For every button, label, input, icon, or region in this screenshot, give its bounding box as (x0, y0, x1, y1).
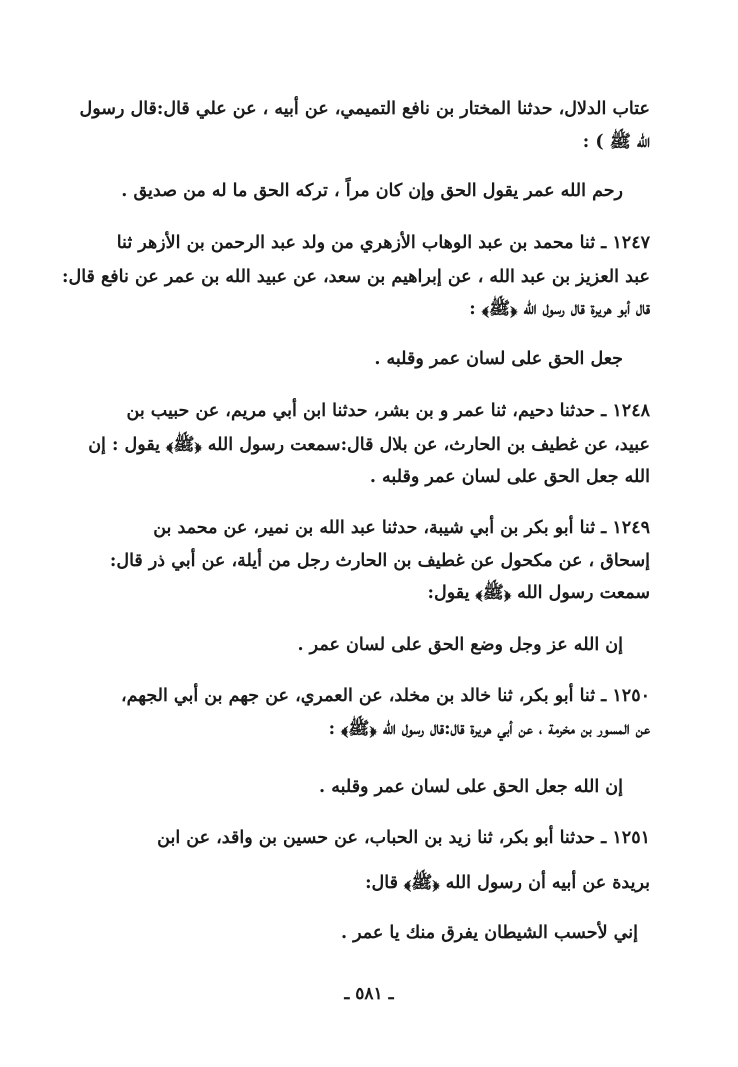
hadith-chain-line: ١٢٤٧ ـ ثنا محمد بن عبد الوهاب الأزهري من ولد عبد الرحمن بن الأزهر ثنا (116, 233, 650, 253)
hadith-text: إن الله عز وجل وضع الحق على لسان عمر . (297, 635, 623, 655)
text-line: عتاب الدلال، حدثنا المختار بن نافع التميمي، عن أبيه ، عن علي قال:قال رسول (79, 99, 650, 119)
hadith-text: إني لأحسب الشيطان يفرق منك يا عمر . (340, 923, 638, 943)
hadith-text: جعل الحق على لسان عمر وقلبه . (374, 349, 623, 369)
hadith-chain-line: ١٢٤٨ ـ حدثنا دحيم، ثنا عمر و بن بشر، حدثنا ابن أبي مريم، عن حبيب بن (126, 401, 650, 421)
text-line: عبيد، عن غطيف بن الحارث، عن بلال قال:سمعت رسول الله ﴿ﷺ﴾ يقول : إن (88, 435, 650, 455)
hadith-text: رحم الله عمر يقول الحق وإن كان مراً ، تركه الحق ما له من صديق . (121, 181, 623, 201)
page-number: ـ ٥٨١ ـ (344, 984, 394, 1004)
text-line: قال أبو هريرة قال رسول الله ﴿ﷺ﴾ : (469, 299, 650, 319)
hadith-chain-line: ١٢٤٩ ـ ثنا أبو بكر بن أبي شيبة، حدثنا عبد الله بن نمير، عن محمد بن (153, 518, 650, 538)
text-line: الله جعل الحق على لسان عمر وقلبه . (369, 467, 650, 487)
text-line: عن المسور بن مخرمة ، عن أبي هريرة قال:قال رسول الله ﴿ﷺ﴾ : (328, 719, 650, 739)
text-line: إسحاق ، عن مكحول عن غطيف بن الحارث رجل من أيلة، عن أبي ذر قال: (109, 551, 650, 571)
hadith-text: إن الله جعل الحق على لسان عمر وقلبه . (319, 777, 623, 797)
hadith-chain-line: ١٢٥١ ـ حدثنا أبو بكر، ثنا زيد بن الحباب، عن حسين بن واقد، عن ابن (157, 828, 650, 848)
text-line: الله ﷺ ) : (582, 132, 650, 152)
hadith-chain-line: ١٢٥٠ ـ ثنا أبو بكر، ثنا خالد بن مخلد، عن العمري، عن جهم بن أبي الجهم، (120, 686, 650, 706)
text-line: سمعت رسول الله ﴿ﷺ﴾ يقول: (427, 583, 650, 603)
text-line: بريدة عن أبيه أن رسول الله ﴿ﷺ﴾ قال: (365, 873, 650, 893)
text-line: عبد العزيز بن عبد الله ، عن إبراهيم بن سعد، عن عبيد الله بن عمر عن نافع قال: (62, 267, 650, 287)
